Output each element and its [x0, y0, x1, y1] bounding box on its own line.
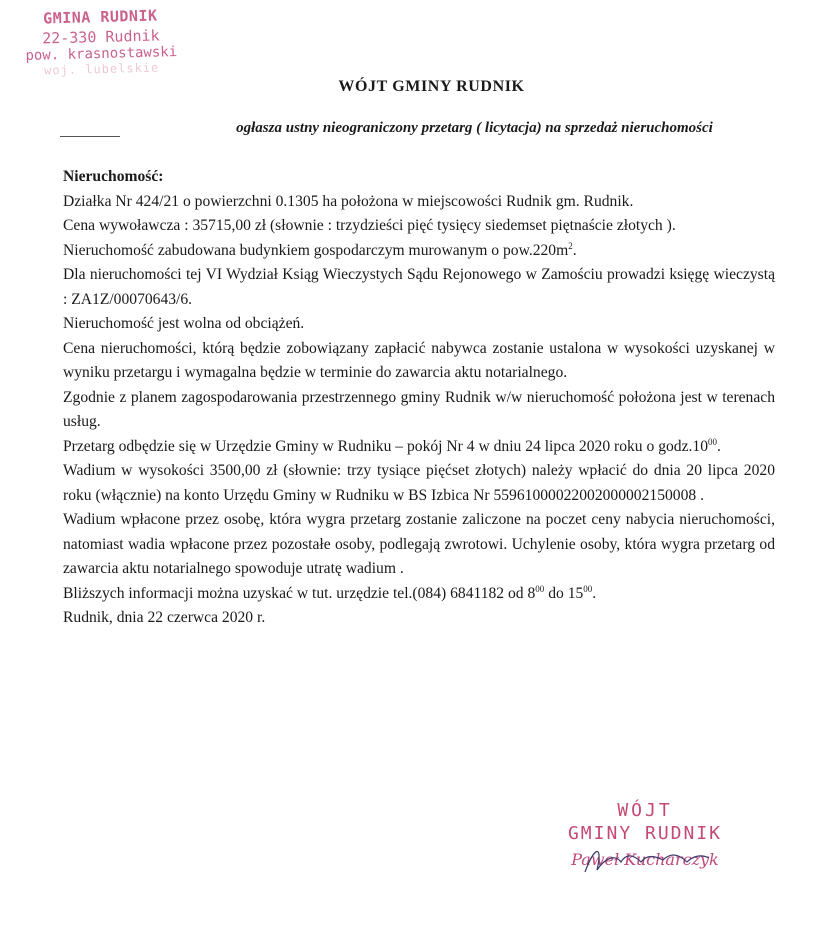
- contact-mid: do 15: [544, 584, 584, 602]
- superscript: 00: [583, 583, 593, 594]
- contact-text: Bliższych informacji można uzyskać w tut. urzędzie tel.(084) 6841182 od 8: [63, 584, 536, 602]
- paragraph-deposit: Wadium w wysokości 3500,00 zł (słownie: trzy tysiące pięćset złotych) należy wpłacić do dnia 20 lipca 2020 roku (włącznie) na konto Urzędu Gminy w Rudniku w BS Izbica Nr 55961000022002000002150008 .: [63, 462, 775, 504]
- paragraph-deposit-terms: Wadium wpłacone przez osobę, która wygra przetarg zostanie zaliczone na poczet ceny nabycia nieruchomości, natomiast wadia wpłacone przez pozostałe osoby, podlegają zwrotowi. Uchylenie osoby, która wygra przetarg od zawarcia aktu notarialnego spowoduje utratę wadium .: [63, 511, 775, 577]
- paragraph-payment: Cena nieruchomości, którą będzie zobowiązany zapłacić nabywca zostanie ustalona w wysokości uzyskanej w wyniku przetargu i wymagalna będzie w terminie do zawarcia aktu notarialnego.: [63, 339, 775, 381]
- signature-stamp-name: Paweł Kucharczyk: [571, 850, 719, 869]
- signature-stamp-title: WÓJT: [617, 800, 673, 821]
- paragraph-contact: [63, 582, 775, 607]
- stamp-line-3: pow. krasnostawski: [25, 44, 178, 64]
- office-stamp: [5, 6, 197, 79]
- stamp-line-2: 22-330 Rudnik: [41, 26, 160, 48]
- stamp-line-4: woj. lubelskie: [43, 60, 160, 78]
- auction-end: .: [717, 437, 721, 455]
- paragraph-auction-time: [63, 435, 775, 460]
- document-subheading: ogłasza ustny nieograniczony przetarg ( licytacja) na sprzedaż nieruchomości: [236, 120, 713, 136]
- date-place: Rudnik, dnia 22 czerwca 2020 r.: [63, 609, 266, 626]
- paragraph-zoning: Zgodnie z planem zagospodarowania przestrzennego gminy Rudnik w/w nieruchomość położona jest w terenach usług.: [63, 388, 775, 430]
- contact-end: .: [592, 584, 597, 602]
- superscript: 2: [568, 240, 573, 251]
- superscript: 00: [708, 436, 717, 447]
- stamp-line-1: GMINA RUDNIK: [42, 6, 158, 28]
- announcement-body: [63, 165, 775, 631]
- paragraph-plot: Działka Nr 424/21 o powierzchni 0.1305 ha położona w miejscowości Rudnik gm. Rudnik.: [63, 192, 634, 210]
- paragraph-building: [63, 239, 775, 264]
- section-label: Nieruchomość:: [63, 168, 164, 185]
- superscript: 00: [535, 583, 545, 594]
- signature-stamp-office: GMINY RUDNIK: [567, 823, 723, 844]
- paragraph-land-register: Dla nieruchomości tej VI Wydział Ksiąg Wieczystych Sądu Rejonowego w Zamościu prowadzi księgę wieczystą : ZA1Z/00070643/6.: [63, 266, 775, 308]
- paragraph-price: Cena wywoławcza : 35715,00 zł (słownie : trzydzieści pięć tysięcy siedemset piętnaście złotych ).: [63, 217, 676, 234]
- handwritten-signature: [575, 840, 725, 880]
- building-end: .: [572, 241, 577, 259]
- document-heading: WÓJT GMINY RUDNIK: [338, 78, 525, 95]
- building-text: Nieruchomość zabudowana budynkiem gospodarczym murowanym o pow.220m: [63, 241, 569, 259]
- auction-text: Przetarg odbędzie się w Urzędzie Gminy w Rudniku – pokój Nr 4 w dniu 24 lipca 2020 roku o godz.10: [63, 437, 708, 455]
- paragraph-encumbrance: Nieruchomość jest wolna od obciążeń.: [63, 315, 305, 332]
